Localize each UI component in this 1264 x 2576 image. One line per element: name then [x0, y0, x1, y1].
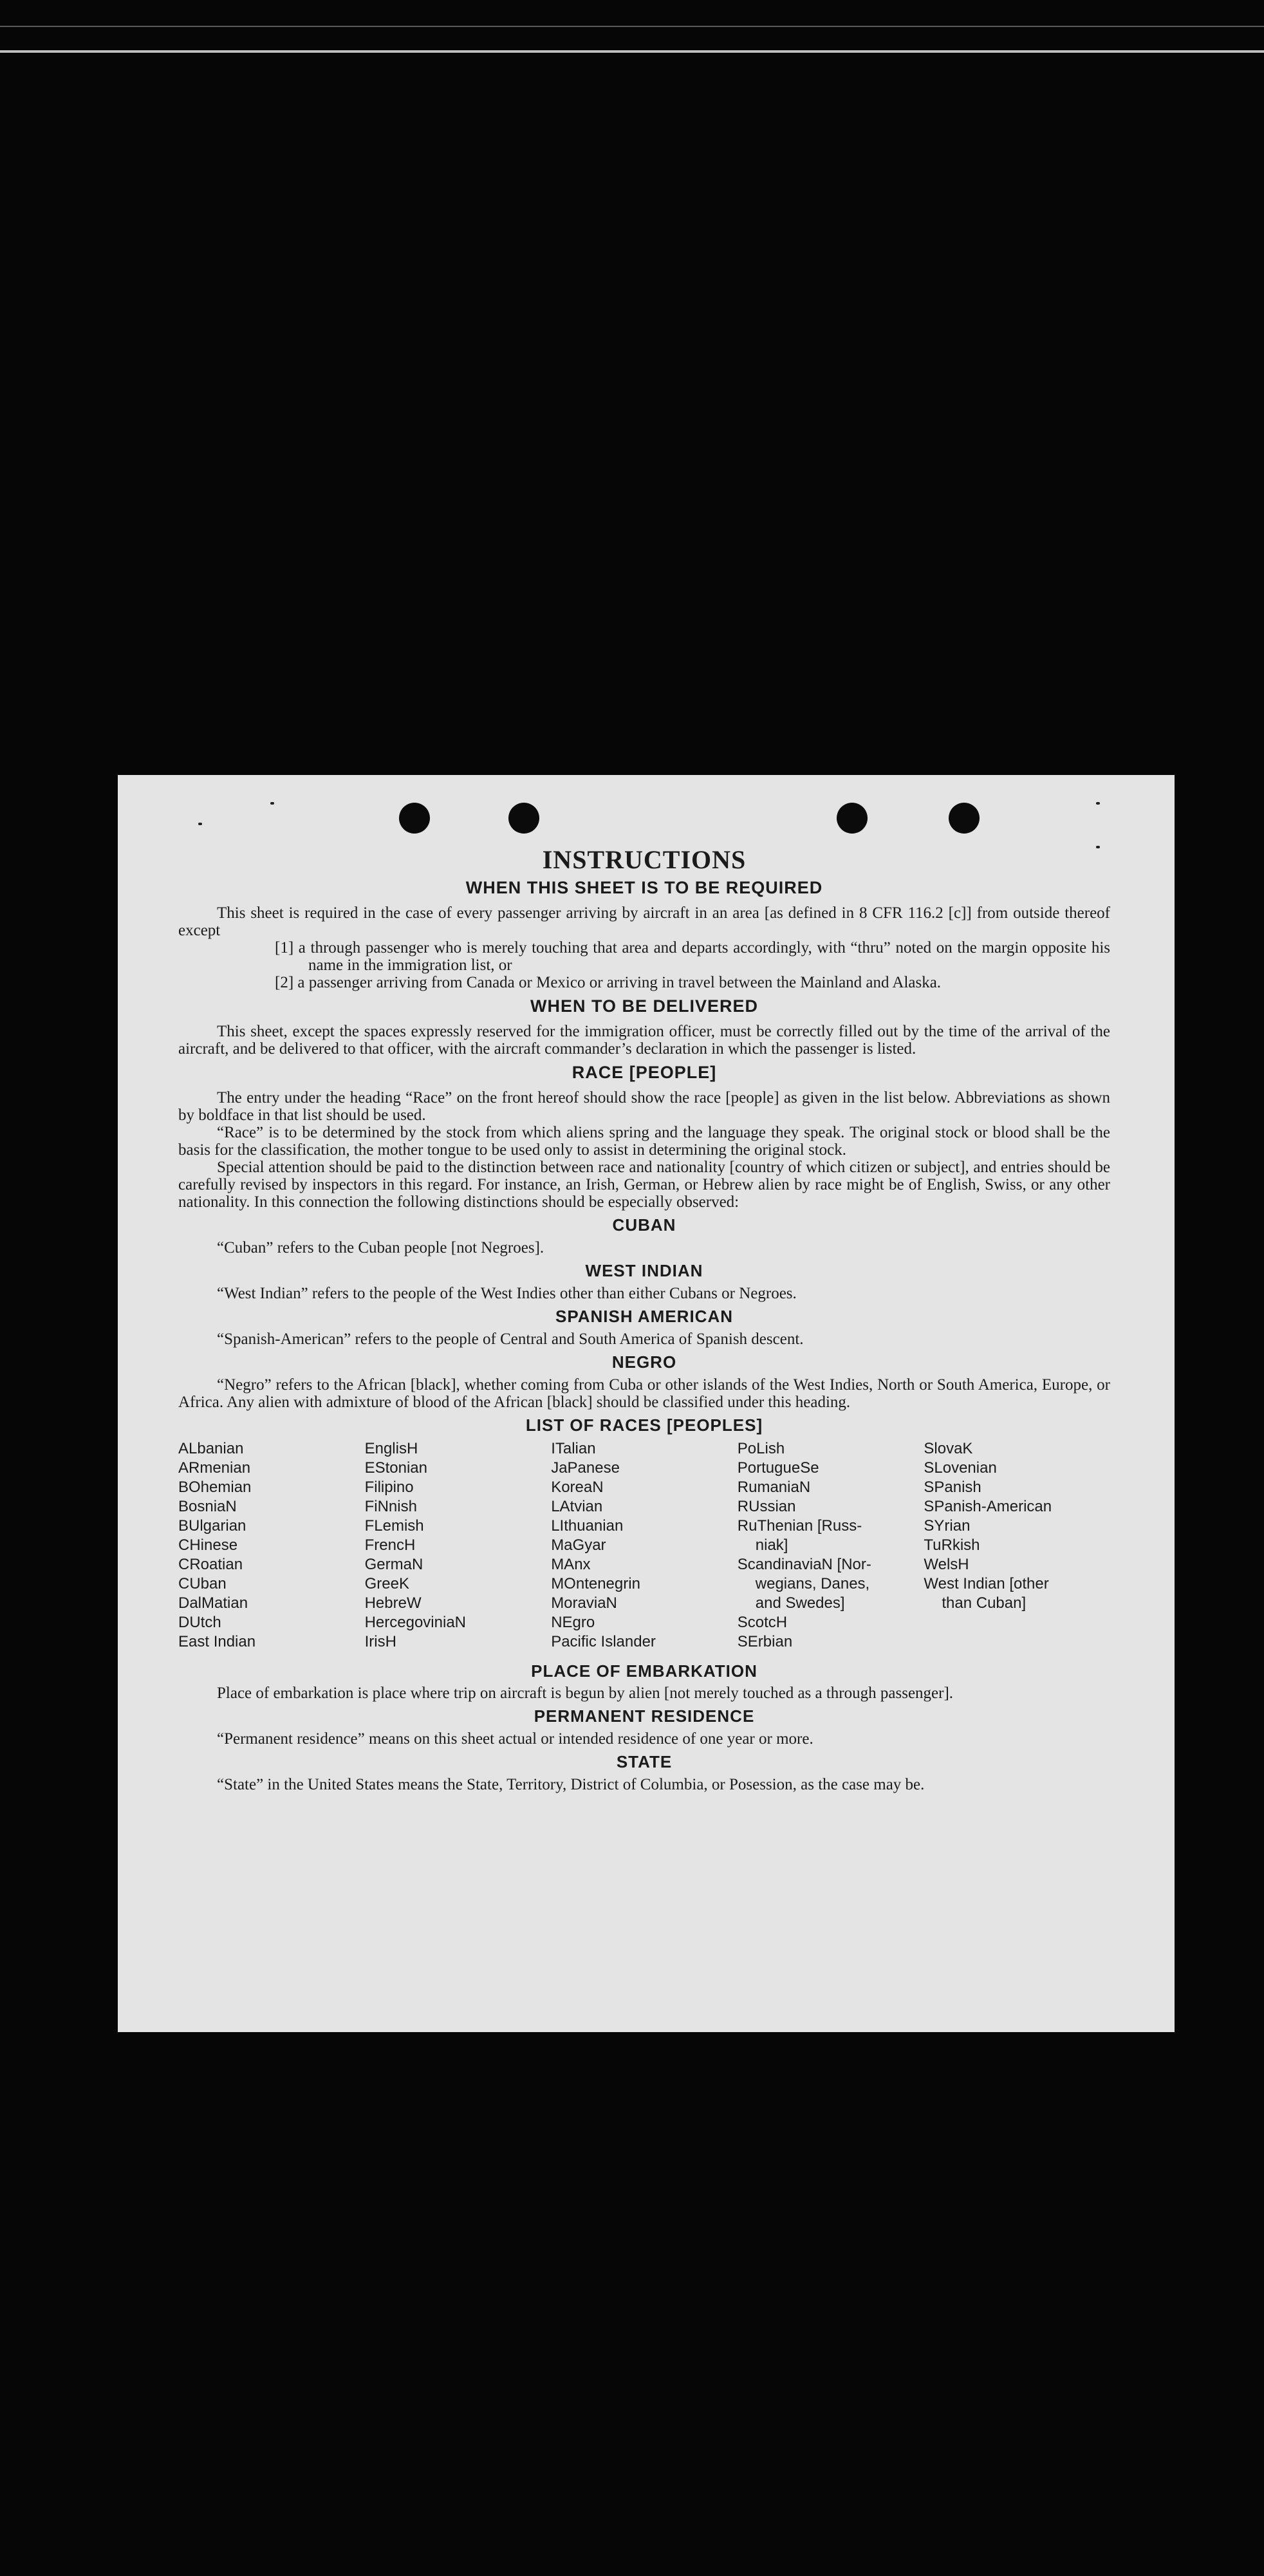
race-entry: SLovenian [924, 1459, 997, 1477]
races-column [365, 1439, 552, 1652]
punch-hole [399, 803, 430, 834]
race-entry: RumaniaN [737, 1478, 811, 1496]
race-entry: ScandinaviaN [Nor- [737, 1555, 871, 1573]
list-of-races-heading: LIST OF RACES [PEOPLES] [525, 1415, 763, 1435]
when-delivered-heading: WHEN TO BE DELIVERED [530, 996, 759, 1016]
race-entry-continued: niak] [755, 1536, 788, 1554]
races-list [178, 1439, 1110, 1652]
race-entry: HebreW [364, 1594, 422, 1612]
scan-speck [1096, 846, 1100, 848]
race-entry: EStonian [364, 1459, 427, 1477]
race-entry-continued: and Swedes] [755, 1594, 845, 1612]
when-required-heading: WHEN THIS SHEET IS TO BE REQUIRED [465, 878, 823, 897]
race-entry: LIthuanian [551, 1517, 624, 1535]
race-entry: East Indian [178, 1632, 256, 1650]
race-heading: RACE [PEOPLE] [572, 1063, 717, 1083]
races-column [738, 1439, 924, 1652]
race-entry: MoraviaN [551, 1594, 617, 1612]
race-entry: CHinese [178, 1536, 238, 1554]
when-delivered-text: This sheet, except the spaces expressly reserved for the immigration officer, must be correctly filled out by the time of the arrival of the aircraft, and be delivered to that officer, with the aircraft commander’s declaration in which the passenger is listed. [178, 1023, 1110, 1058]
race-entry: HercegoviniaN [364, 1613, 466, 1631]
race-entry: West Indian [other [924, 1574, 1049, 1592]
race-entry: CRoatian [178, 1555, 243, 1573]
race-entry: ALbanian [178, 1439, 244, 1457]
race-entry: NEgro [551, 1613, 595, 1631]
punch-hole [837, 803, 868, 834]
race-entry: SPanish [924, 1478, 981, 1496]
race-entry: Pacific Islander [551, 1632, 656, 1650]
race-entry: RUssian [737, 1497, 796, 1515]
race-entry: EnglisH [364, 1439, 418, 1457]
spanish-american-text: “Spanish-American” refers to the people of Central and South America of Spanish descent. [217, 1330, 804, 1348]
race-entry: MOntenegrin [551, 1574, 640, 1592]
race-entry: BosniaN [178, 1497, 237, 1515]
cuban-text: “Cuban” refers to the Cuban people [not Negroes]. [217, 1239, 544, 1257]
cuban-heading: CUBAN [612, 1215, 676, 1235]
race-entry: FrencH [364, 1536, 416, 1554]
punch-hole [949, 803, 980, 834]
scan-edge-line [0, 26, 1264, 27]
race-entry: JaPanese [551, 1459, 620, 1477]
race-entry: RuThenian [Russ- [737, 1517, 862, 1535]
race-entry: GermaN [364, 1555, 423, 1573]
races-column [551, 1439, 738, 1652]
race-entry: DUtch [178, 1613, 221, 1631]
race-entry: KoreaN [551, 1478, 604, 1496]
race-entry: PoLish [737, 1439, 785, 1457]
race-entry: CUban [178, 1574, 227, 1592]
exception-item-2: [2] a passenger arriving from Canada or Mexico or arriving in travel between the Mainland and Alaska. [275, 974, 942, 992]
race-entry: LAtvian [551, 1497, 603, 1515]
race-entry: MaGyar [551, 1536, 606, 1554]
race-entry: PortugueSe [737, 1459, 819, 1477]
exception-item-1: [1] a through passenger who is merely touching that area and departs accordingly, with “thru” noted on the margin opposite his name in the immigration list, or [275, 939, 1110, 975]
west-indian-heading: WEST INDIAN [585, 1261, 703, 1281]
race-entry: FiNnish [364, 1497, 417, 1515]
races-column [924, 1439, 1110, 1652]
race-entry: MAnx [551, 1555, 591, 1573]
when-required-intro: This sheet is required in the case of every passenger arriving by aircraft in an area [as defined in 8 CFR 116.2 [c]] from outside thereof except [178, 904, 1110, 940]
permanent-residence-heading: PERMANENT RESIDENCE [534, 1706, 755, 1726]
race-entry: ARmenian [178, 1459, 251, 1477]
state-heading: STATE [616, 1752, 673, 1772]
embarkation-text: Place of embarkation is place where trip on aircraft is begun by alien [not merely touched as a through passenger]. [217, 1685, 954, 1703]
race-entry: BUlgarian [178, 1517, 246, 1535]
race-entry: FLemish [364, 1517, 424, 1535]
races-column [178, 1439, 365, 1652]
race-entry: SYrian [924, 1517, 971, 1535]
race-entry: SPanish-American [924, 1497, 1052, 1515]
permanent-residence-text: “Permanent residence” means on this sheet actual or intended residence of one year or more. [217, 1730, 813, 1748]
punch-hole [508, 803, 539, 834]
race-entry: GreeK [364, 1574, 409, 1592]
negro-heading: NEGRO [611, 1352, 677, 1372]
race-entry: ScotcH [737, 1613, 788, 1631]
page-title: INSTRUCTIONS [542, 845, 747, 874]
negro-text: “Negro” refers to the African [black], whether coming from Cuba or other islands of the West Indies, North or South America, Europe, or Africa. Any alien with admixture of blood of the African [black] should be classified under this heading. [178, 1376, 1110, 1411]
race-entry: BOhemian [178, 1478, 252, 1496]
race-paragraph: Special attention should be paid to the distinction between race and nationality [country of which citizen or subject], and entries should be carefully revised by inspectors in this regard. For instance, an Irish, German, or Hebrew alien by race might be of English, Swiss, or any other nationality. In this connection the following distinctions should be especially observed: [178, 1159, 1110, 1211]
west-indian-text: “West Indian” refers to the people of the West Indies other than either Cubans or Negroes. [217, 1284, 797, 1302]
race-paragraph: “Race” is to be determined by the stock from which aliens spring and the language they speak. The original stock or blood shall be the basis for the classification, the mother tongue to be used only to assist in determining the original stock. [178, 1124, 1110, 1159]
scan-speck [1096, 802, 1100, 805]
race-entry: ITalian [551, 1439, 596, 1457]
race-entry: SlovaK [924, 1439, 973, 1457]
spanish-american-heading: SPANISH AMERICAN [555, 1306, 733, 1326]
instruction-sheet [118, 775, 1175, 2032]
embarkation-heading: PLACE OF EMBARKATION [531, 1661, 757, 1681]
race-entry: Filipino [364, 1478, 414, 1496]
race-entry: IrisH [364, 1632, 396, 1650]
scan-speck [270, 802, 274, 805]
state-text: “State” in the United States means the State, Territory, District of Columbia, or Posession, as the case may be. [217, 1776, 925, 1794]
scan-border-line [0, 50, 1264, 53]
race-entry: DalMatian [178, 1594, 248, 1612]
race-paragraph: The entry under the heading “Race” on the front hereof should show the race [people] as given in the list below. Abbreviations as shown by boldface in that list should be used. [178, 1089, 1110, 1125]
race-entry-continued: wegians, Danes, [755, 1574, 870, 1592]
race-entry: SErbian [737, 1632, 793, 1650]
race-entry: WelsH [924, 1555, 969, 1573]
scan-speck [198, 823, 202, 825]
race-entry-continued: than Cuban] [942, 1594, 1027, 1612]
race-entry: TuRkish [924, 1536, 980, 1554]
